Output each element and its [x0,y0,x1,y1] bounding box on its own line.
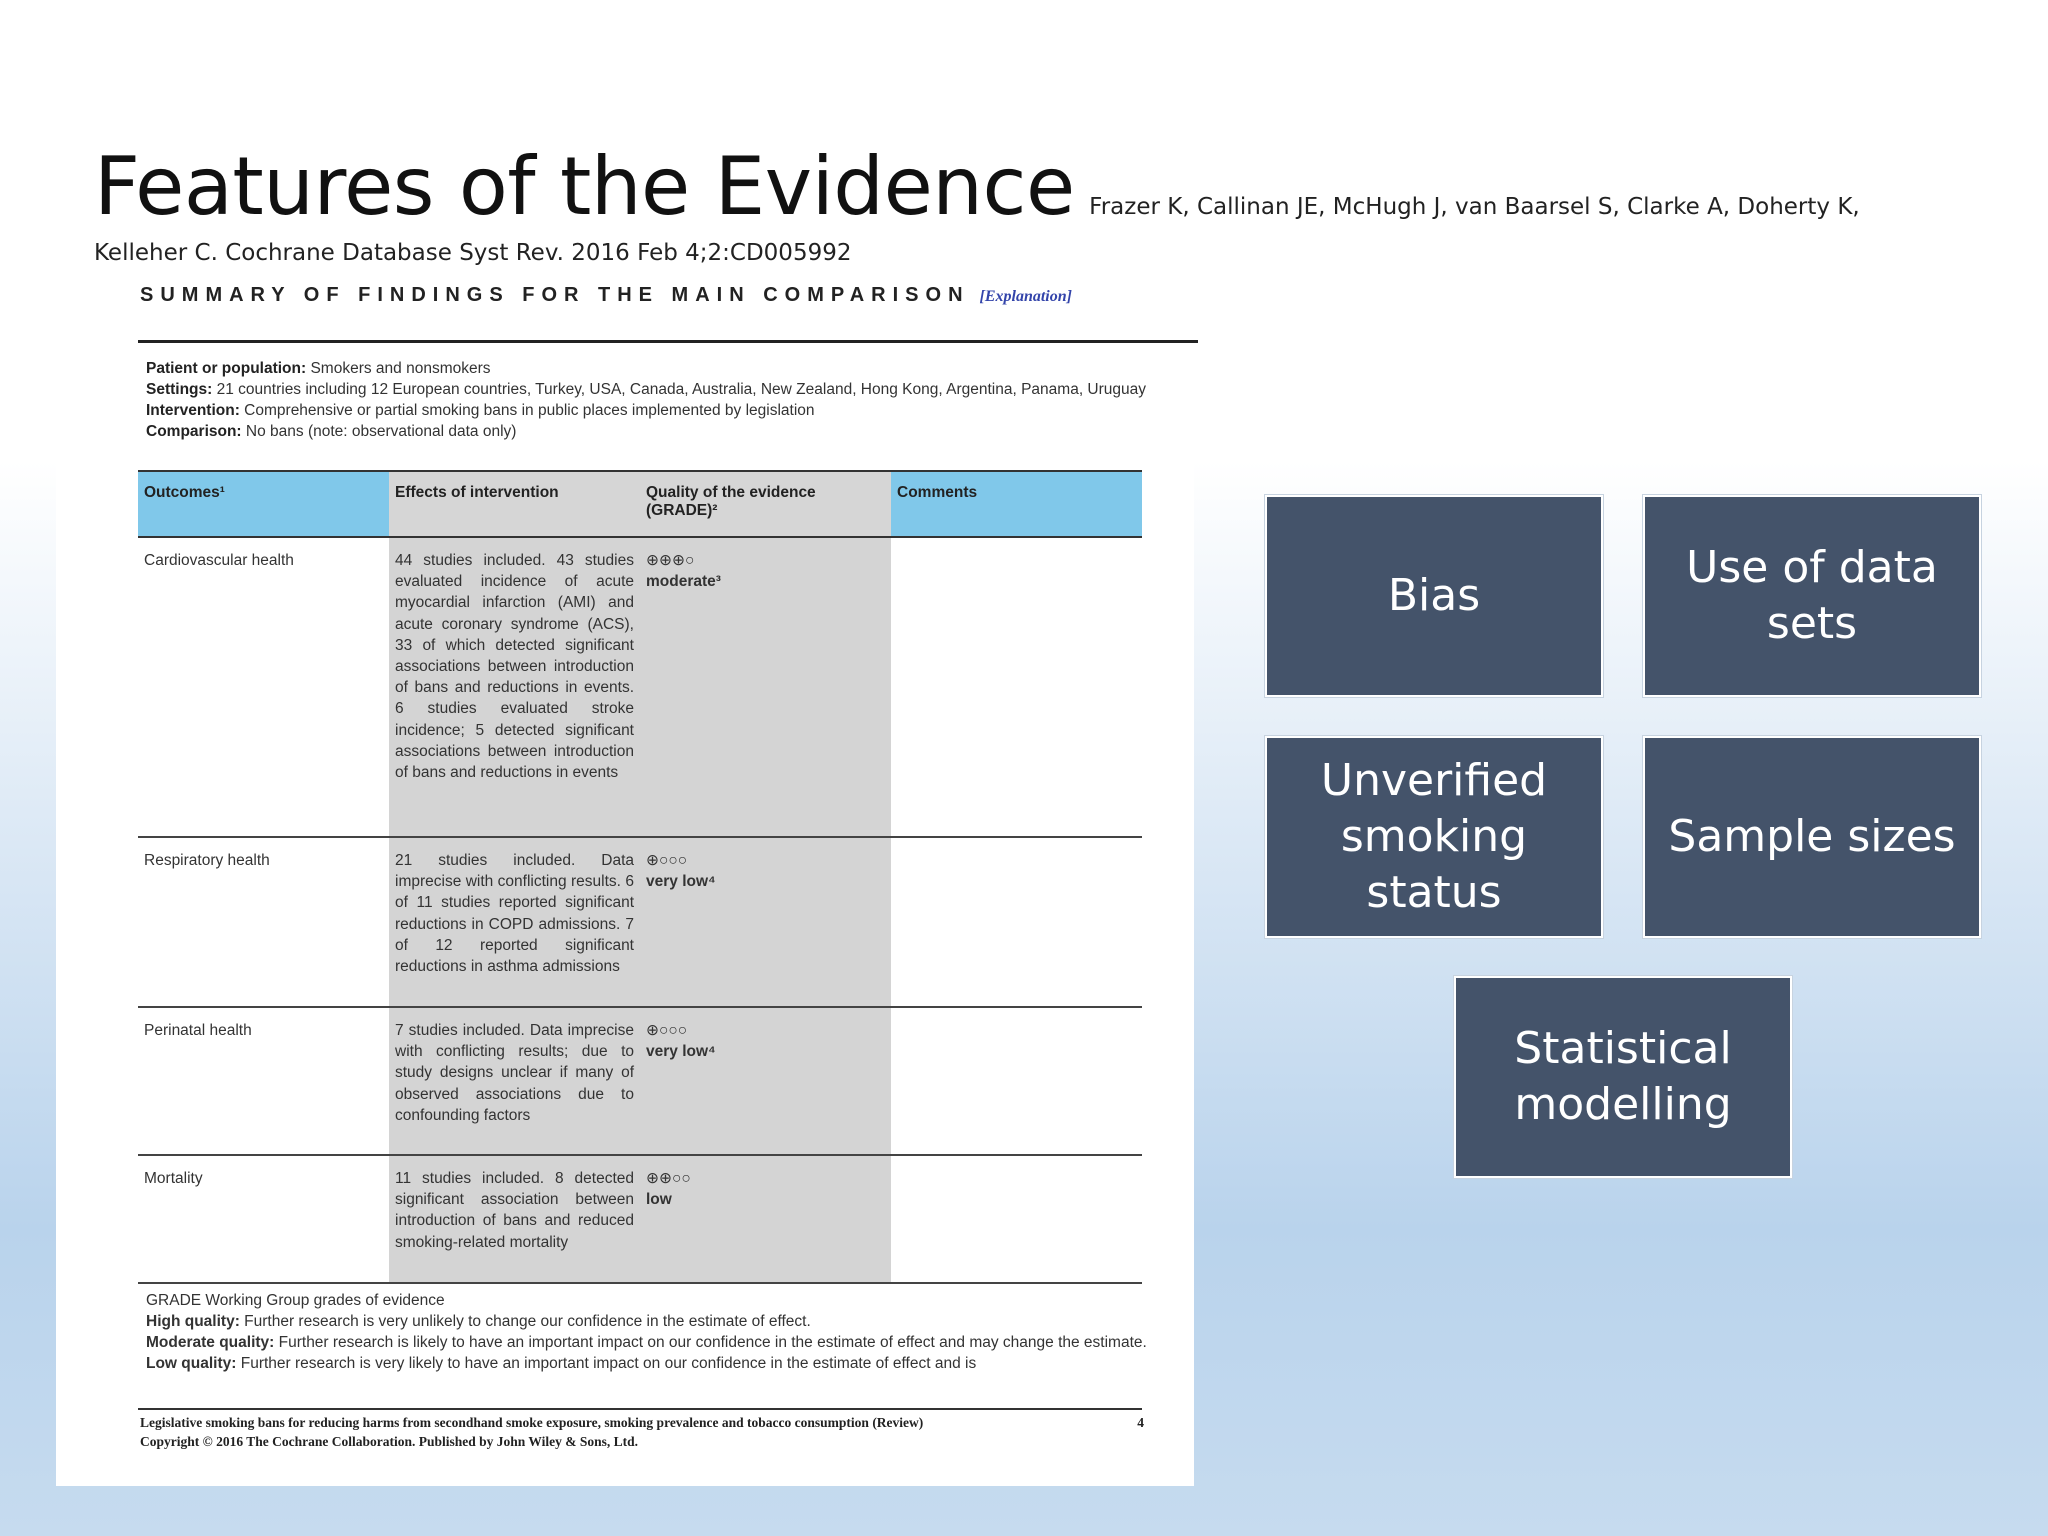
outcome-cell: Respiratory health [138,837,389,1007]
feature-box-sample-sizes: Sample sizes [1643,736,1981,938]
comments-cell [891,537,1142,837]
feature-box-modelling: Statistical modelling [1454,976,1792,1178]
grade-footnote [146,1290,1196,1374]
quality-cell [640,1155,891,1283]
outcome-cell: Perinatal health [138,1007,389,1155]
legal-line-1: Legislative smoking bans for reducing harms from secondhand smoke exposure, smoking prevalence and tobacco consumption (Review) [140,1415,924,1430]
quality-label: moderate³ [646,573,721,591]
citation-line-1: Frazer K, Callinan JE, McHugh J, van Baarsel S, Clarke A, Doherty K, [1089,194,1860,220]
feature-box-bias: Bias [1265,495,1603,697]
quality-cell [640,1007,891,1155]
grade-high: High quality: Further research is very unlikely to change our confidence in the estimate of effect. [146,1313,811,1330]
quality-label: low [646,1191,672,1209]
quality-symbols: ⊕○○○ [646,852,688,869]
slide-title: Features of the Evidence [94,140,1075,233]
comments-cell [891,837,1142,1007]
table-row [138,537,1142,837]
table-header-row [138,471,1142,537]
quality-label: very low⁴ [646,873,716,891]
quality-symbols: ⊕⊕⊕○ [646,552,695,569]
effect-cell: 7 studies included. Data imprecise with conflicting results; due to study designs unclear if many of observed associations due to confounding factors [389,1007,640,1155]
grade-moderate: Moderate quality: Further research is likely to have an important impact on our confidence in the estimate of effect and may change the estimate. [146,1334,1147,1351]
page-number: 4 [1137,1415,1144,1430]
legal-footer [140,1413,1144,1451]
grade-low: Low quality: Further research is very likely to have an important impact on our confidence in the estimate of effect and is [146,1355,977,1372]
citation-line-2: Kelleher C. Cochrane Database Syst Rev. 2016 Feb 4;2:CD005992 [94,240,852,266]
quality-symbols: ⊕○○○ [646,1022,688,1039]
quality-cell [640,537,891,837]
population-block: Patient or population: Smokers and nonsmokers Settings: 21 countries including 12 European countries, Turkey, USA, Canada, Australia, New Zealand, Hong Kong, Argentina, Panama, Uruguay Intervention: Comprehensive or partial smoking bans in public places implemented by legislation Comparison: No bans (note: observational data only) [146,360,1147,440]
document-heading: SUMMARY OF FINDINGS FOR THE MAIN COMPARISON [Explanation] [140,284,1072,306]
outcome-cell: Cardiovascular health [138,537,389,837]
table-row [138,1155,1142,1283]
findings-table [138,470,1142,1284]
table-row [138,837,1142,1007]
slide-title-row [94,140,1994,233]
outcome-cell: Mortality [138,1155,389,1283]
rule-top [138,340,1198,343]
effect-cell: 11 studies included. 8 detected significant association between introduction of bans and reduced smoking-related mortality [389,1155,640,1283]
table-row [138,1007,1142,1155]
legal-line-2: Copyright © 2016 The Cochrane Collaboration. Published by John Wiley & Sons, Ltd. [140,1434,639,1449]
quality-cell [640,837,891,1007]
effect-cell: 44 studies included. 43 studies evaluated incidence of acute myocardial infarction (AMI) and acute coronary syndrome (ACS), 33 of which detected significant associations between introduction of bans and reductions in events. 6 studies evaluated stroke incidence; 5 detected significant associations between introduction of bans and reductions in events [389,537,640,837]
col-quality: Quality of the evidence (GRADE)² [640,471,891,537]
grade-title: GRADE Working Group grades of evidence [146,1292,445,1309]
explanation-link: [Explanation] [979,288,1072,305]
rule-bottom [138,1408,1142,1410]
quality-label: very low⁴ [646,1043,716,1061]
col-outcomes: Outcomes¹ [138,471,389,537]
col-effects: Effects of intervention [389,471,640,537]
comments-cell [891,1007,1142,1155]
feature-box-smoking-status: Unverified smoking status [1265,736,1603,938]
summary-of-findings-image [56,268,1194,1486]
effect-cell: 21 studies included. Data imprecise with conflicting results. 6 of 11 studies reported significant reductions in COPD admissions. 7 of 12 reported significant reductions in asthma admissions [389,837,640,1007]
quality-symbols: ⊕⊕○○ [646,1170,691,1187]
comments-cell [891,1155,1142,1283]
col-comments: Comments [891,471,1142,537]
feature-box-data-sets: Use of data sets [1643,495,1981,697]
